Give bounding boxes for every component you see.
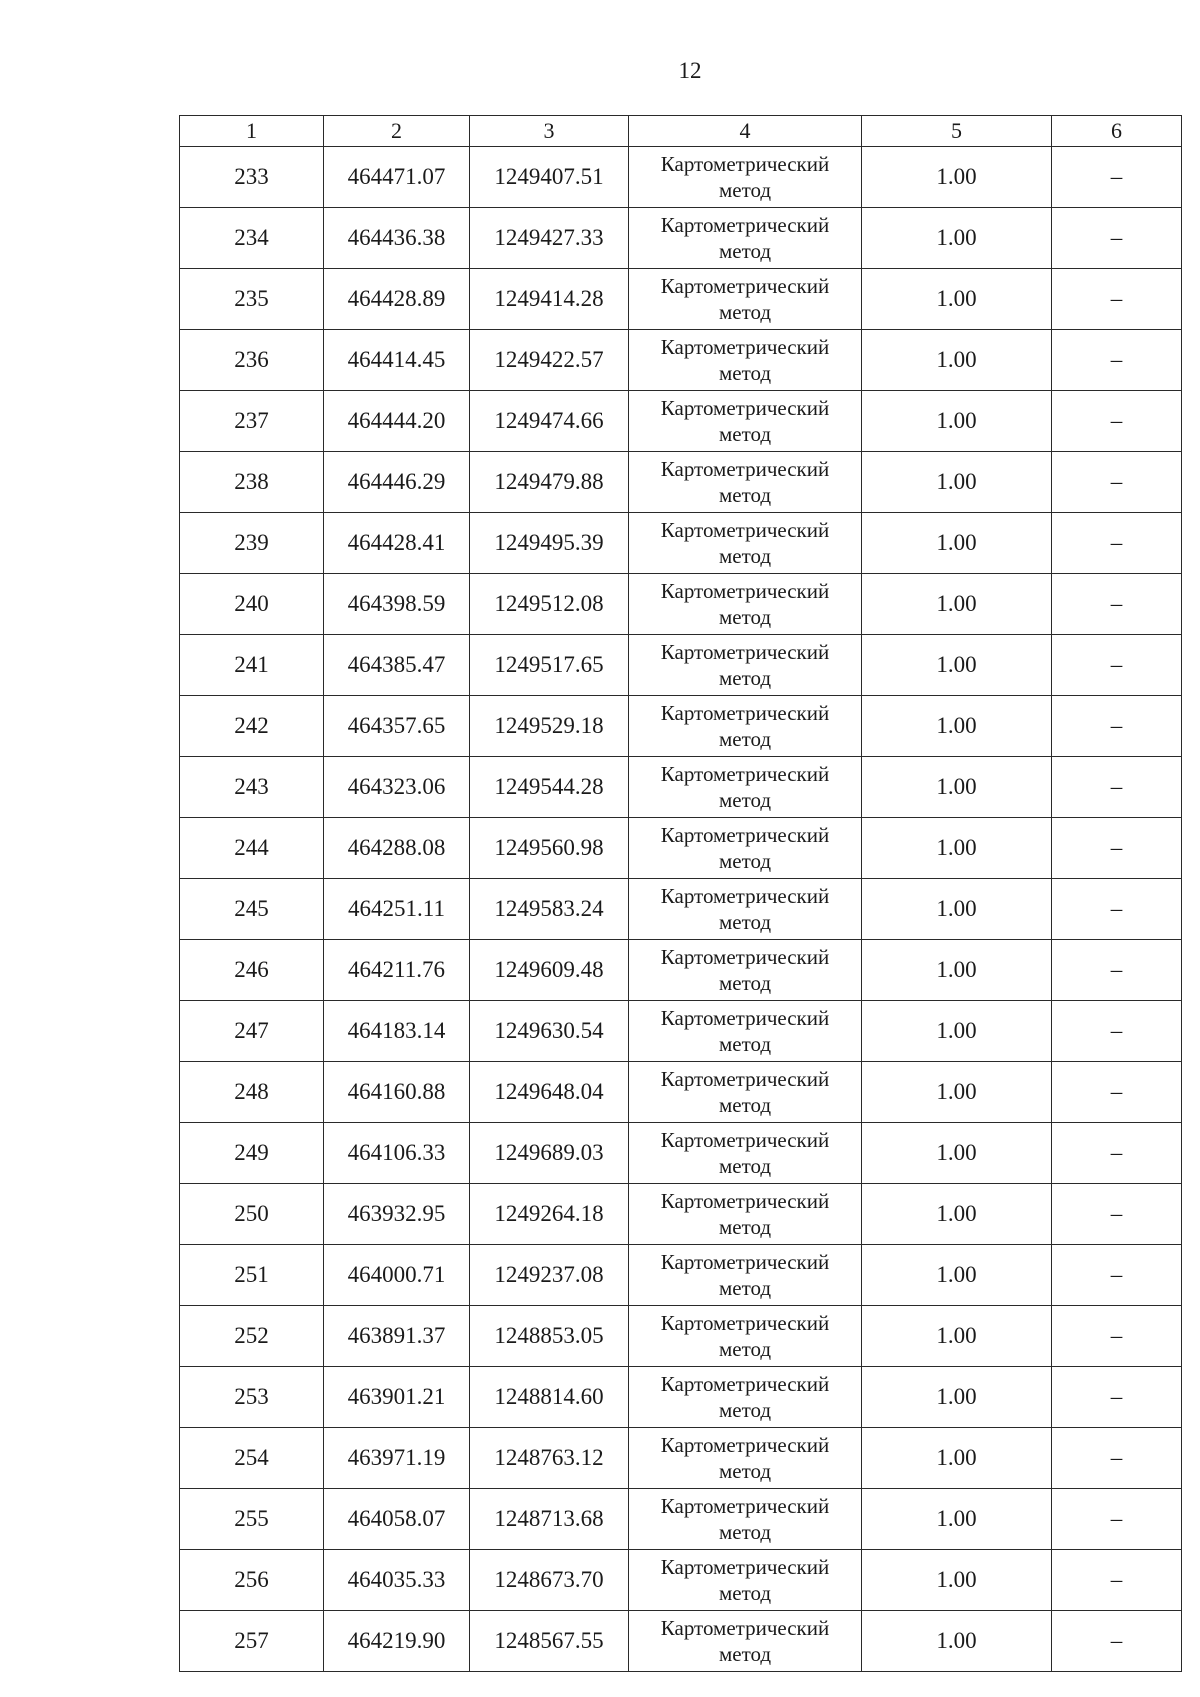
- point-number-cell: 243: [180, 757, 324, 818]
- x-coordinate-cell: 464357.65: [324, 696, 470, 757]
- method-text-line: Картометрический: [660, 945, 830, 969]
- method-cell: [629, 1062, 862, 1123]
- y-coordinate-cell: 1249479.88: [470, 452, 629, 513]
- note-cell: –: [1052, 391, 1182, 452]
- method-text-line: метод: [718, 1642, 772, 1666]
- method-text-line: Картометрический: [660, 1128, 830, 1152]
- table-row: [180, 452, 1182, 513]
- x-coordinate-cell: 464219.90: [324, 1611, 470, 1672]
- x-coordinate-cell: 463932.95: [324, 1184, 470, 1245]
- method-cell: [629, 818, 862, 879]
- method-cell: [629, 452, 862, 513]
- method-cell: [629, 635, 862, 696]
- y-coordinate-cell: 1248814.60: [470, 1367, 629, 1428]
- accuracy-cell: 1.00: [862, 757, 1052, 818]
- point-number-cell: 240: [180, 574, 324, 635]
- accuracy-cell: 1.00: [862, 1306, 1052, 1367]
- point-number-cell: 257: [180, 1611, 324, 1672]
- method-text-line: метод: [718, 1154, 772, 1178]
- point-number-cell: 233: [180, 147, 324, 208]
- accuracy-cell: 1.00: [862, 1611, 1052, 1672]
- accuracy-cell: 1.00: [862, 696, 1052, 757]
- method-text-line: Картометрический: [660, 457, 830, 481]
- table-row: [180, 818, 1182, 879]
- table-row: [180, 513, 1182, 574]
- x-coordinate-cell: 464000.71: [324, 1245, 470, 1306]
- accuracy-cell: 1.00: [862, 1489, 1052, 1550]
- point-number-cell: 234: [180, 208, 324, 269]
- accuracy-cell: 1.00: [862, 1001, 1052, 1062]
- note-cell: –: [1052, 330, 1182, 391]
- note-cell: –: [1052, 1062, 1182, 1123]
- method-text-line: Картометрический: [660, 1555, 830, 1579]
- x-coordinate-cell: 463971.19: [324, 1428, 470, 1489]
- method-text-line: Картометрический: [660, 1189, 830, 1213]
- method-text-line: метод: [718, 910, 772, 934]
- y-coordinate-cell: 1249529.18: [470, 696, 629, 757]
- y-coordinate-cell: 1249407.51: [470, 147, 629, 208]
- table-row: [180, 879, 1182, 940]
- method-text-line: Картометрический: [660, 579, 830, 603]
- y-coordinate-cell: 1249422.57: [470, 330, 629, 391]
- method-text-line: Картометрический: [660, 518, 830, 542]
- point-number-cell: 248: [180, 1062, 324, 1123]
- note-cell: –: [1052, 1184, 1182, 1245]
- y-coordinate-cell: 1248567.55: [470, 1611, 629, 1672]
- table-row: [180, 1001, 1182, 1062]
- note-cell: –: [1052, 1489, 1182, 1550]
- method-cell: [629, 757, 862, 818]
- accuracy-cell: 1.00: [862, 1062, 1052, 1123]
- x-coordinate-cell: 464035.33: [324, 1550, 470, 1611]
- accuracy-cell: 1.00: [862, 330, 1052, 391]
- header-row: [180, 116, 1182, 147]
- method-text-line: Картометрический: [660, 1372, 830, 1396]
- table-row: [180, 1367, 1182, 1428]
- method-text-line: метод: [718, 1520, 772, 1544]
- header-cell-4: 4: [629, 116, 862, 147]
- y-coordinate-cell: 1249583.24: [470, 879, 629, 940]
- y-coordinate-cell: 1249474.66: [470, 391, 629, 452]
- y-coordinate-cell: 1249237.08: [470, 1245, 629, 1306]
- method-text-line: Картометрический: [660, 152, 830, 176]
- accuracy-cell: 1.00: [862, 513, 1052, 574]
- point-number-cell: 236: [180, 330, 324, 391]
- method-text-line: Картометрический: [660, 1494, 830, 1518]
- method-text-line: метод: [718, 178, 772, 202]
- accuracy-cell: 1.00: [862, 1184, 1052, 1245]
- note-cell: –: [1052, 1306, 1182, 1367]
- header-cell-6: 6: [1052, 116, 1182, 147]
- method-cell: [629, 330, 862, 391]
- method-cell: [629, 208, 862, 269]
- y-coordinate-cell: 1249630.54: [470, 1001, 629, 1062]
- note-cell: –: [1052, 940, 1182, 1001]
- table-header: [180, 116, 1182, 147]
- page-number: 12: [678, 58, 702, 83]
- accuracy-cell: 1.00: [862, 1428, 1052, 1489]
- method-text-line: метод: [718, 300, 772, 324]
- note-cell: –: [1052, 1123, 1182, 1184]
- y-coordinate-cell: 1249512.08: [470, 574, 629, 635]
- method-text-line: Картометрический: [660, 1616, 830, 1640]
- table-row: [180, 330, 1182, 391]
- x-coordinate-cell: 464414.45: [324, 330, 470, 391]
- point-number-cell: 242: [180, 696, 324, 757]
- method-text-line: метод: [718, 1276, 772, 1300]
- table-row: [180, 635, 1182, 696]
- note-cell: –: [1052, 1367, 1182, 1428]
- y-coordinate-cell: 1248853.05: [470, 1306, 629, 1367]
- method-text-line: Картометрический: [660, 762, 830, 786]
- y-coordinate-cell: 1249427.33: [470, 208, 629, 269]
- header-cell-5: 5: [862, 116, 1052, 147]
- x-coordinate-cell: 464160.88: [324, 1062, 470, 1123]
- x-coordinate-cell: 464288.08: [324, 818, 470, 879]
- method-text-line: метод: [718, 727, 772, 751]
- method-cell: [629, 696, 862, 757]
- method-text-line: Картометрический: [660, 1067, 830, 1091]
- table-row: [180, 940, 1182, 1001]
- note-cell: –: [1052, 147, 1182, 208]
- accuracy-cell: 1.00: [862, 879, 1052, 940]
- table-row: [180, 1062, 1182, 1123]
- note-cell: –: [1052, 269, 1182, 330]
- x-coordinate-cell: 464471.07: [324, 147, 470, 208]
- method-text-line: Картометрический: [660, 1433, 830, 1457]
- y-coordinate-cell: 1248713.68: [470, 1489, 629, 1550]
- y-coordinate-cell: 1249689.03: [470, 1123, 629, 1184]
- method-text-line: Картометрический: [660, 823, 830, 847]
- accuracy-cell: 1.00: [862, 574, 1052, 635]
- accuracy-cell: 1.00: [862, 818, 1052, 879]
- method-text-line: Картометрический: [660, 1250, 830, 1274]
- x-coordinate-cell: 464436.38: [324, 208, 470, 269]
- accuracy-cell: 1.00: [862, 452, 1052, 513]
- table-row: [180, 1428, 1182, 1489]
- method-text-line: метод: [718, 1093, 772, 1117]
- accuracy-cell: 1.00: [862, 1550, 1052, 1611]
- point-number-cell: 255: [180, 1489, 324, 1550]
- method-text-line: метод: [718, 849, 772, 873]
- note-cell: –: [1052, 635, 1182, 696]
- accuracy-cell: 1.00: [862, 269, 1052, 330]
- method-text-line: метод: [718, 1215, 772, 1239]
- method-text-line: метод: [718, 1032, 772, 1056]
- x-coordinate-cell: 464323.06: [324, 757, 470, 818]
- method-text-line: метод: [718, 239, 772, 263]
- y-coordinate-cell: 1248763.12: [470, 1428, 629, 1489]
- method-cell: [629, 879, 862, 940]
- method-text-line: метод: [718, 361, 772, 385]
- note-cell: –: [1052, 1245, 1182, 1306]
- y-coordinate-cell: 1249414.28: [470, 269, 629, 330]
- table-row: [180, 208, 1182, 269]
- accuracy-cell: 1.00: [862, 208, 1052, 269]
- accuracy-cell: 1.00: [862, 147, 1052, 208]
- y-coordinate-cell: 1249648.04: [470, 1062, 629, 1123]
- note-cell: –: [1052, 208, 1182, 269]
- note-cell: –: [1052, 818, 1182, 879]
- note-cell: –: [1052, 513, 1182, 574]
- header-cell-2: 2: [324, 116, 470, 147]
- method-text-line: метод: [718, 666, 772, 690]
- table-row: [180, 391, 1182, 452]
- header-cell-1: 1: [180, 116, 324, 147]
- x-coordinate-cell: 464398.59: [324, 574, 470, 635]
- x-coordinate-cell: 464444.20: [324, 391, 470, 452]
- method-text-line: метод: [718, 544, 772, 568]
- x-coordinate-cell: 464428.41: [324, 513, 470, 574]
- y-coordinate-cell: 1249517.65: [470, 635, 629, 696]
- y-coordinate-cell: 1249560.98: [470, 818, 629, 879]
- point-number-cell: 249: [180, 1123, 324, 1184]
- point-number-cell: 235: [180, 269, 324, 330]
- note-cell: –: [1052, 879, 1182, 940]
- method-text-line: метод: [718, 1581, 772, 1605]
- x-coordinate-cell: 463901.21: [324, 1367, 470, 1428]
- method-cell: [629, 1245, 862, 1306]
- accuracy-cell: 1.00: [862, 1123, 1052, 1184]
- table-row: [180, 147, 1182, 208]
- note-cell: –: [1052, 757, 1182, 818]
- method-text-line: Картометрический: [660, 213, 830, 237]
- method-cell: [629, 1428, 862, 1489]
- x-coordinate-cell: 464183.14: [324, 1001, 470, 1062]
- method-text-line: Картометрический: [660, 884, 830, 908]
- method-text-line: метод: [718, 971, 772, 995]
- point-number-cell: 250: [180, 1184, 324, 1245]
- method-cell: [629, 1306, 862, 1367]
- accuracy-cell: 1.00: [862, 635, 1052, 696]
- method-cell: [629, 1184, 862, 1245]
- x-coordinate-cell: 464446.29: [324, 452, 470, 513]
- table-row: [180, 1489, 1182, 1550]
- header-cell-3: 3: [470, 116, 629, 147]
- table-row: [180, 269, 1182, 330]
- accuracy-cell: 1.00: [862, 391, 1052, 452]
- point-number-cell: 254: [180, 1428, 324, 1489]
- note-cell: –: [1052, 1001, 1182, 1062]
- accuracy-cell: 1.00: [862, 1367, 1052, 1428]
- y-coordinate-cell: 1248673.70: [470, 1550, 629, 1611]
- method-cell: [629, 269, 862, 330]
- accuracy-cell: 1.00: [862, 1245, 1052, 1306]
- table-row: [180, 1550, 1182, 1611]
- method-text-line: метод: [718, 1337, 772, 1361]
- point-number-cell: 237: [180, 391, 324, 452]
- table-row: [180, 757, 1182, 818]
- method-text-line: Картометрический: [660, 274, 830, 298]
- point-number-cell: 246: [180, 940, 324, 1001]
- table-body: [180, 147, 1182, 1672]
- y-coordinate-cell: 1249544.28: [470, 757, 629, 818]
- x-coordinate-cell: 464058.07: [324, 1489, 470, 1550]
- table-row: [180, 1306, 1182, 1367]
- point-number-cell: 256: [180, 1550, 324, 1611]
- note-cell: –: [1052, 1428, 1182, 1489]
- note-cell: –: [1052, 452, 1182, 513]
- method-cell: [629, 940, 862, 1001]
- y-coordinate-cell: 1249495.39: [470, 513, 629, 574]
- method-cell: [629, 1489, 862, 1550]
- point-number-cell: 238: [180, 452, 324, 513]
- note-cell: –: [1052, 1611, 1182, 1672]
- method-cell: [629, 513, 862, 574]
- method-text-line: Картометрический: [660, 396, 830, 420]
- method-text-line: Картометрический: [660, 335, 830, 359]
- point-number-cell: 245: [180, 879, 324, 940]
- method-cell: [629, 1001, 862, 1062]
- method-cell: [629, 1367, 862, 1428]
- method-text-line: Картометрический: [660, 640, 830, 664]
- point-number-cell: 251: [180, 1245, 324, 1306]
- method-cell: [629, 147, 862, 208]
- method-cell: [629, 1611, 862, 1672]
- point-number-cell: 252: [180, 1306, 324, 1367]
- method-text-line: метод: [718, 1398, 772, 1422]
- point-number-cell: 241: [180, 635, 324, 696]
- note-cell: –: [1052, 1550, 1182, 1611]
- x-coordinate-cell: 464211.76: [324, 940, 470, 1001]
- x-coordinate-cell: 464106.33: [324, 1123, 470, 1184]
- method-text-line: метод: [718, 483, 772, 507]
- point-number-cell: 239: [180, 513, 324, 574]
- accuracy-cell: 1.00: [862, 940, 1052, 1001]
- method-cell: [629, 1123, 862, 1184]
- method-text-line: метод: [718, 605, 772, 629]
- x-coordinate-cell: 464428.89: [324, 269, 470, 330]
- point-number-cell: 244: [180, 818, 324, 879]
- method-text-line: Картометрический: [660, 1006, 830, 1030]
- table-row: [180, 1245, 1182, 1306]
- point-number-cell: 253: [180, 1367, 324, 1428]
- table-row: [180, 574, 1182, 635]
- note-cell: –: [1052, 696, 1182, 757]
- table-row: [180, 1123, 1182, 1184]
- method-cell: [629, 1550, 862, 1611]
- x-coordinate-cell: 463891.37: [324, 1306, 470, 1367]
- coordinates-table: [179, 115, 1182, 1672]
- method-text-line: Картометрический: [660, 701, 830, 725]
- x-coordinate-cell: 464385.47: [324, 635, 470, 696]
- method-text-line: метод: [718, 1459, 772, 1483]
- point-number-cell: 247: [180, 1001, 324, 1062]
- method-text-line: Картометрический: [660, 1311, 830, 1335]
- method-text-line: метод: [718, 422, 772, 446]
- method-cell: [629, 574, 862, 635]
- table-row: [180, 1611, 1182, 1672]
- x-coordinate-cell: 464251.11: [324, 879, 470, 940]
- method-text-line: метод: [718, 788, 772, 812]
- method-cell: [629, 391, 862, 452]
- table-row: [180, 696, 1182, 757]
- table-row: [180, 1184, 1182, 1245]
- y-coordinate-cell: 1249609.48: [470, 940, 629, 1001]
- note-cell: –: [1052, 574, 1182, 635]
- y-coordinate-cell: 1249264.18: [470, 1184, 629, 1245]
